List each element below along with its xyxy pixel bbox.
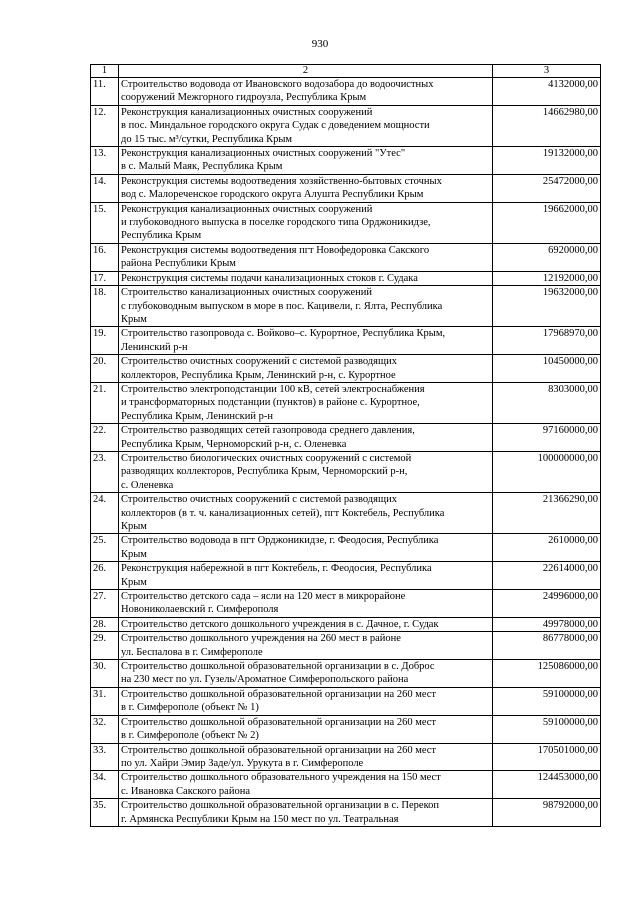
row-description: Строительство биологических очистных сооружений с системой разводящих коллекторов, Республика Крым, Черноморский р-н, с. Оленевка	[119, 451, 493, 492]
table-row	[91, 355, 601, 383]
row-amount: 8303000,00	[493, 382, 601, 423]
column-header-amount: 3	[493, 65, 601, 78]
table-row	[91, 382, 601, 423]
row-amount: 17968970,00	[493, 327, 601, 355]
page-number: 930	[311, 38, 329, 50]
row-amount: 49978000,00	[493, 617, 601, 631]
row-description: Строительство дошкольной образовательной организации на 260 мест в г. Симферополе (объект № 1)	[119, 687, 493, 715]
row-number: 17.	[91, 271, 119, 285]
row-number: 35.	[91, 799, 119, 827]
row-number: 15.	[91, 202, 119, 243]
row-description: Строительство газопровода с. Войково–с. Курортное, Республика Крым, Ленинский р-н	[119, 327, 493, 355]
table-row	[91, 632, 601, 660]
row-number: 30.	[91, 660, 119, 688]
row-description: Строительство очистных сооружений с системой разводящих коллекторов (в т. ч. канализационных сетей), пгт Коктебель, Республика Крым	[119, 493, 493, 534]
row-description: Строительство дошкольного учреждения на 260 мест в районе ул. Беспалова в г. Симферополе	[119, 632, 493, 660]
row-amount: 124453000,00	[493, 771, 601, 799]
row-description: Строительство дошкольного образовательного учреждения на 150 мест с. Ивановка Сакского района	[119, 771, 493, 799]
table-row	[91, 743, 601, 771]
row-amount: 125086000,00	[493, 660, 601, 688]
row-description: Строительство водовода в пгт Орджоникидзе, г. Феодосия, Республика Крым	[119, 534, 493, 562]
table-row	[91, 202, 601, 243]
row-amount: 97160000,00	[493, 424, 601, 452]
row-description: Строительство канализационных очистных сооружений с глубоководным выпуском в море в пос. Кацивели, г. Ялта, Республика Крым	[119, 286, 493, 327]
row-amount: 4132000,00	[493, 78, 601, 106]
row-number: 22.	[91, 424, 119, 452]
row-number: 25.	[91, 534, 119, 562]
row-number: 24.	[91, 493, 119, 534]
row-amount: 2610000,00	[493, 534, 601, 562]
row-amount: 12192000,00	[493, 271, 601, 285]
row-description: Строительство дошкольной образовательной организации на 260 мест по ул. Хайри Эмир Заде/ул. Урукута в г. Симферополе	[119, 743, 493, 771]
table-row	[91, 493, 601, 534]
projects-table	[90, 64, 601, 827]
row-number: 31.	[91, 687, 119, 715]
row-number: 11.	[91, 78, 119, 106]
row-amount: 59100000,00	[493, 687, 601, 715]
table-row	[91, 660, 601, 688]
row-amount: 22614000,00	[493, 562, 601, 590]
table-row	[91, 534, 601, 562]
table-row	[91, 590, 601, 618]
row-description: Реконструкция канализационных очистных сооружений "Утес" в с. Малый Маяк, Республика Крым	[119, 147, 493, 175]
row-amount: 98792000,00	[493, 799, 601, 827]
row-amount: 170501000,00	[493, 743, 601, 771]
row-number: 13.	[91, 147, 119, 175]
table-row	[91, 286, 601, 327]
table-row	[91, 243, 601, 271]
row-number: 32.	[91, 715, 119, 743]
row-amount: 10450000,00	[493, 355, 601, 383]
row-description: Строительство детского дошкольного учреждения в с. Дачное, г. Судак	[119, 617, 493, 631]
row-amount: 25472000,00	[493, 174, 601, 202]
row-number: 27.	[91, 590, 119, 618]
column-header-number: 1	[91, 65, 119, 78]
table-row	[91, 799, 601, 827]
row-description: Строительство детского сада – ясли на 120 мест в микрорайоне Новониколаевский г. Симферополя	[119, 590, 493, 618]
row-number: 12.	[91, 105, 119, 146]
table-header-row	[91, 65, 601, 78]
row-amount: 86778000,00	[493, 632, 601, 660]
row-amount: 21366290,00	[493, 493, 601, 534]
table-row	[91, 174, 601, 202]
row-amount: 19132000,00	[493, 147, 601, 175]
row-number: 21.	[91, 382, 119, 423]
row-number: 26.	[91, 562, 119, 590]
row-description: Реконструкция системы водоотведения хозяйственно-бытовых сточных вод с. Малореченское городского округа Алушта Республики Крым	[119, 174, 493, 202]
table-row	[91, 105, 601, 146]
row-description: Строительство электроподстанции 100 кВ, сетей электроснабжения и трансформаторных подстанции (пунктов) в районе с. Курортное, Республика Крым, Ленинский р-н	[119, 382, 493, 423]
row-description: Строительство разводящих сетей газопровода среднего давления, Республика Крым, Черноморский р-н, с. Оленевка	[119, 424, 493, 452]
row-amount: 6920000,00	[493, 243, 601, 271]
row-description: Реконструкция канализационных очистных сооружений и глубоководного выпуска в поселке городского типа Орджоникидзе, Республика Крым	[119, 202, 493, 243]
row-description: Реконструкция системы водоотведения пгт Новофедоровка Сакского района Республики Крым	[119, 243, 493, 271]
row-number: 28.	[91, 617, 119, 631]
table-row	[91, 271, 601, 285]
row-number: 16.	[91, 243, 119, 271]
row-description: Реконструкция набережной в пгт Коктебель, г. Феодосия, Республика Крым	[119, 562, 493, 590]
table-row	[91, 715, 601, 743]
row-number: 29.	[91, 632, 119, 660]
table-row	[91, 687, 601, 715]
table-row	[91, 327, 601, 355]
row-description: Строительство водовода от Ивановского водозабора до водоочистных сооружений Межгорного гидроузла, Республика Крым	[119, 78, 493, 106]
row-number: 23.	[91, 451, 119, 492]
row-amount: 59100000,00	[493, 715, 601, 743]
row-amount: 19662000,00	[493, 202, 601, 243]
row-number: 20.	[91, 355, 119, 383]
row-number: 19.	[91, 327, 119, 355]
row-description: Строительство дошкольной образовательной организации в с. Доброс на 230 мест по ул. Гузель/Ароматное Симферопольского района	[119, 660, 493, 688]
table-row	[91, 451, 601, 492]
row-description: Реконструкция канализационных очистных сооружений в пос. Миндальное городского округа Судак с доведением мощности до 15 тыс. м³/сутки, Республика Крым	[119, 105, 493, 146]
table-row	[91, 562, 601, 590]
row-description: Строительство дошкольной образовательной организации в с. Перекоп г. Армянска Республики Крым на 150 мест по ул. Театральная	[119, 799, 493, 827]
table-row	[91, 771, 601, 799]
row-number: 18.	[91, 286, 119, 327]
row-amount: 100000000,00	[493, 451, 601, 492]
table-row	[91, 147, 601, 175]
table-row	[91, 424, 601, 452]
row-number: 14.	[91, 174, 119, 202]
row-amount: 24996000,00	[493, 590, 601, 618]
row-amount: 14662980,00	[493, 105, 601, 146]
row-number: 34.	[91, 771, 119, 799]
row-description: Строительство очистных сооружений с системой разводящих коллекторов, Республика Крым, Ленинский р-н, с. Курортное	[119, 355, 493, 383]
row-description: Строительство дошкольной образовательной организации на 260 мест в г. Симферополе (объект № 2)	[119, 715, 493, 743]
row-description: Реконструкция системы подачи канализационных стоков г. Судака	[119, 271, 493, 285]
table-row	[91, 78, 601, 106]
row-amount: 19632000,00	[493, 286, 601, 327]
table-row	[91, 617, 601, 631]
row-number: 33.	[91, 743, 119, 771]
column-header-description: 2	[119, 65, 493, 78]
